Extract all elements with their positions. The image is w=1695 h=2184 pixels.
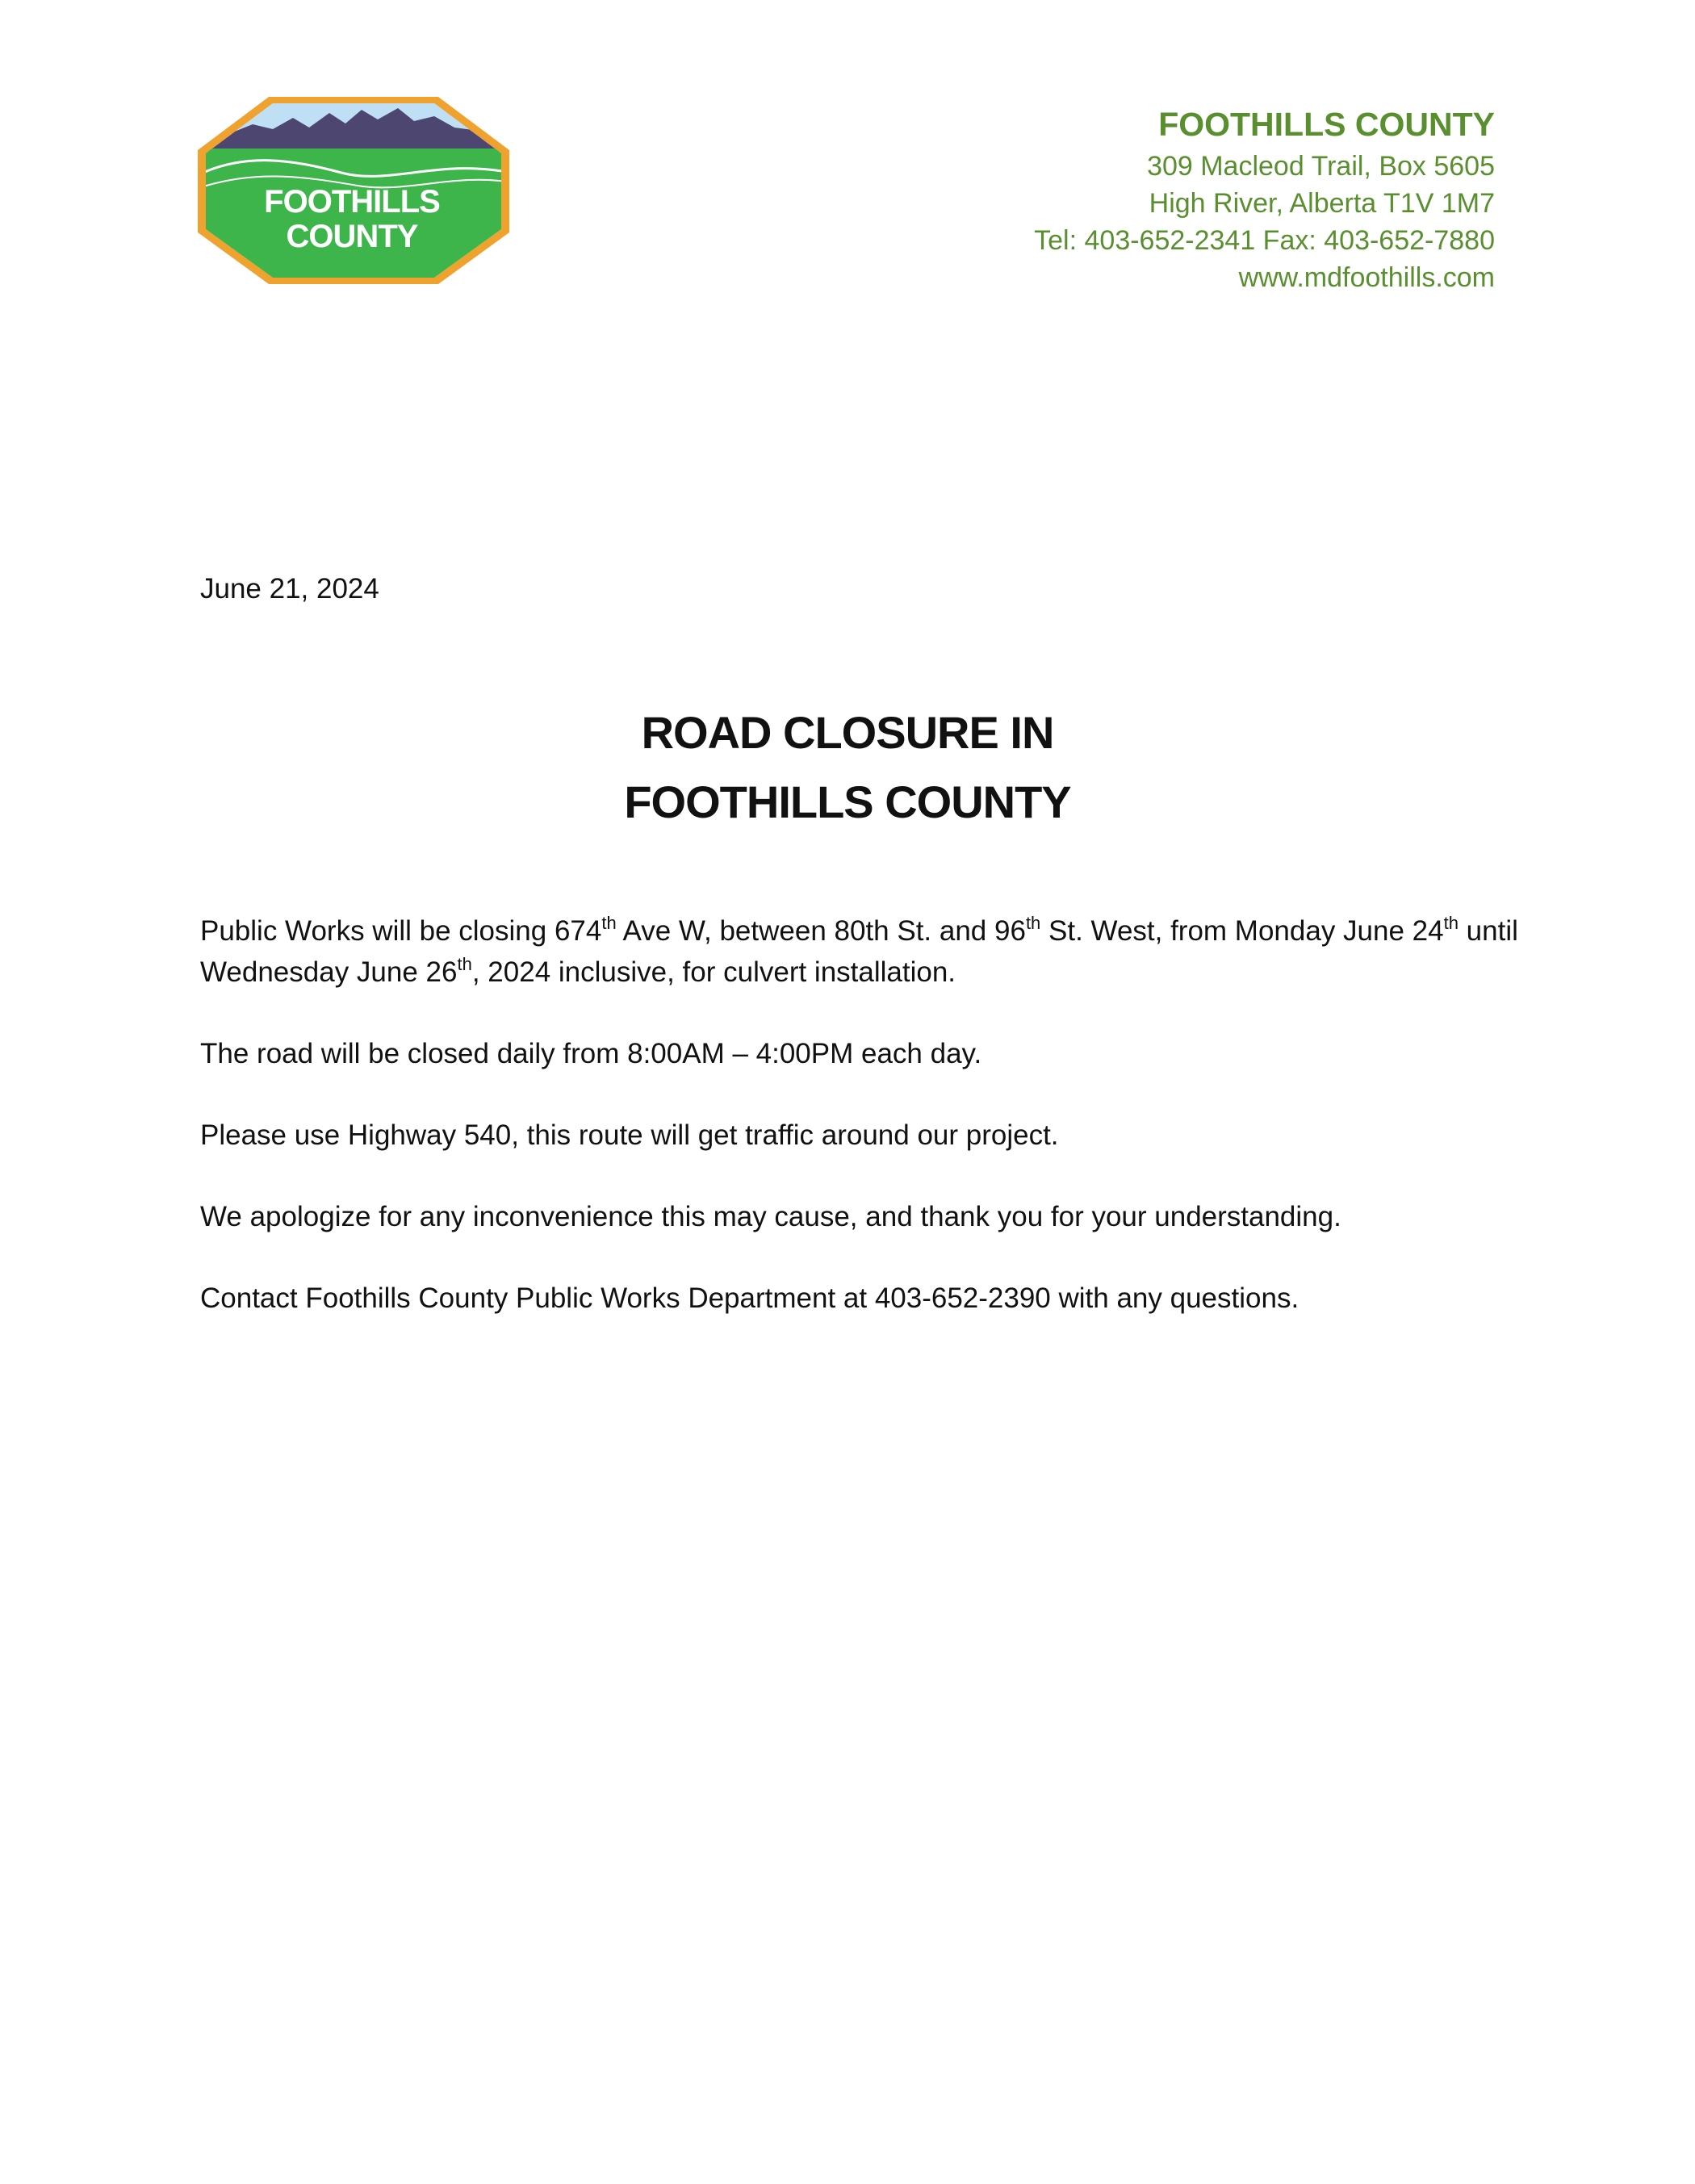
page-title bbox=[0, 698, 1695, 837]
address-line-2: High River, Alberta T1V 1M7 bbox=[1149, 188, 1495, 219]
phone-fax: Tel: 403-652-2341 Fax: 403-652-7880 bbox=[1034, 225, 1495, 256]
closure-paragraph: Public Works will be closing 674th Ave W, between 80th St. and 96th St. West, from Monday June 24th until Wednesday June 26th, 2024 inclusive, for culvert installation. bbox=[200, 913, 1518, 988]
logo-line2: COUNTY bbox=[286, 219, 418, 254]
title-line-2: FOOTHILLS COUNTY bbox=[624, 776, 1071, 827]
contact-paragraph: Contact Foothills County Public Works Department at 403-652-2390 with any questions. bbox=[200, 1282, 1300, 1314]
website-link[interactable]: www.mdfoothills.com bbox=[1238, 262, 1495, 293]
apology-paragraph: We apologize for any inconvenience this may cause, and thank you for your understanding. bbox=[200, 1201, 1341, 1232]
hours-paragraph: The road will be closed daily from 8:00AM – 4:00PM each day. bbox=[200, 1038, 982, 1069]
logo-line1: FOOTHILLS bbox=[264, 184, 440, 220]
title-line-1: ROAD CLOSURE IN bbox=[641, 707, 1054, 758]
letter-body bbox=[200, 910, 1524, 1359]
county-logo bbox=[196, 95, 511, 286]
letter-date: June 21, 2024 bbox=[200, 573, 379, 605]
letterhead bbox=[1034, 101, 1495, 296]
detour-paragraph: Please use Highway 540, this route will get traffic around our project. bbox=[200, 1119, 1059, 1151]
org-name: FOOTHILLS COUNTY bbox=[1158, 106, 1495, 143]
address-line-1: 309 Macleod Trail, Box 5605 bbox=[1147, 151, 1495, 182]
